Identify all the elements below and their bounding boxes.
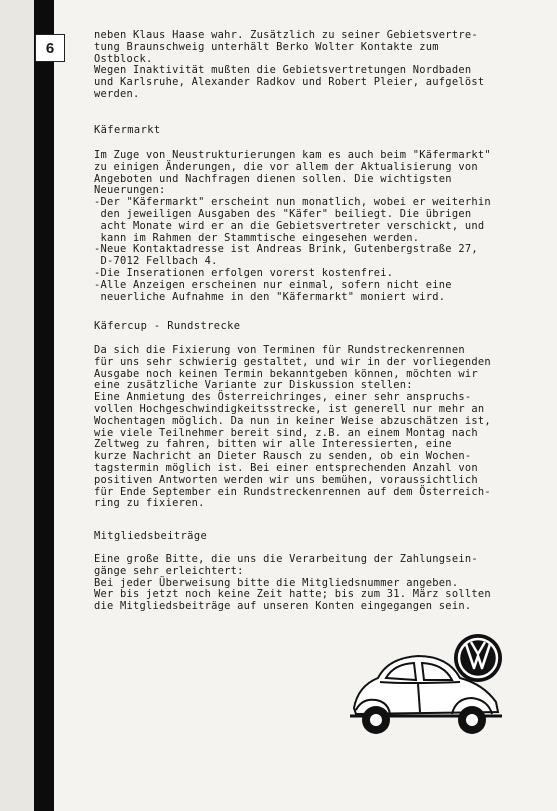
text-line: Ausgabe noch keinen Termin bekanntgeben können, möchten wir <box>94 367 478 380</box>
text-line: die Mitgliedsbeiträge auf unseren Konten eingegangen sein. <box>94 600 472 613</box>
page-number: 6 <box>35 34 65 62</box>
text-line: positiven Antworten werden wir uns bemühen, voraussichtlich <box>94 473 478 486</box>
text-line: -Neue Kontaktadresse ist Andreas Brink, Gutenbergstraße 27, <box>94 243 478 256</box>
text-line: Angeboten und Nachfragen dienen sollen. Die wichtigsten <box>94 172 452 185</box>
page-margin <box>0 0 34 811</box>
text-line: Bei jeder Überweisung bitte die Mitgliedsnummer angeben. <box>94 576 459 589</box>
text-line: -Alle Anzeigen erscheinen nur einmal, sofern nicht eine <box>94 278 452 291</box>
text-line: den jeweiligen Ausgaben des "Käfer" beiliegt. Die übrigen <box>94 207 472 220</box>
text-line: eine zusätzliche Variante zur Diskussion stellen: <box>94 379 413 392</box>
text-line: vollen Hochgeschwindigkeitsstrecke, ist generell nur mehr an <box>94 402 485 415</box>
text-line: kann im Rahmen der Stammtische eingesehen werden. <box>94 231 420 244</box>
vw-logo-icon <box>454 634 502 682</box>
text-line: D-7012 Fellbach 4. <box>94 255 218 268</box>
text-line: Zeltweg zu fahren, bitten wir alle Interessierten, eine <box>94 438 452 451</box>
section-heading: Käfermarkt <box>94 124 161 136</box>
section-heading: Mitgliedsbeiträge <box>94 530 208 542</box>
text-line: gänge sehr erleichtert: <box>94 564 244 577</box>
text-line: ring zu fixieren. <box>94 497 205 510</box>
text-line: und Karlsruhe, Alexander Radkov und Robert Pleier, aufgelöst <box>94 76 485 89</box>
text-line: Eine große Bitte, die uns die Verarbeitung der Zahlungsein- <box>94 553 478 565</box>
text-line: tung Braunschweig unterhält Berko Wolter Kontakte zum <box>94 40 439 53</box>
text-line: Im Zuge von Neustrukturierungen kam es auch beim "Käfermarkt" <box>94 149 491 161</box>
text-line: -Der "Käfermarkt" erscheint nun monatlich, wobei er weiterhin <box>94 196 491 209</box>
text-line: neben Klaus Haase wahr. Zusätzlich zu seiner Gebietsvertre- <box>94 29 478 41</box>
binding-strip <box>34 0 54 811</box>
text-line: neuerliche Aufnahme in den "Käfermarkt" moniert wird. <box>94 290 446 303</box>
text-line: tagstermin möglich ist. Bei einer entsprechenden Anzahl von <box>94 461 478 474</box>
text-line: kurze Nachricht an Dieter Rausch zu senden, ob ein Wochen- <box>94 450 472 463</box>
text-line: zu einigen Änderungen, die vor allem der Aktualisierung von <box>94 160 478 173</box>
intro-paragraph <box>94 30 534 101</box>
text-line: Wegen Inaktivität mußten die Gebietsvertretungen Nordbaden <box>94 64 472 77</box>
text-line: Da sich die Fixierung von Terminen für Rundstreckenrennen <box>94 344 465 356</box>
section-kaefercup <box>94 320 534 510</box>
text-line: Wer bis jetzt noch keine Zeit hatte; bis zum 31. März sollten <box>94 588 491 601</box>
section-kaefermarkt <box>94 124 534 303</box>
vw-beetle-illustration <box>348 628 508 743</box>
section-mitgliedsbeitraege <box>94 530 534 613</box>
section-heading: Käfercup - Rundstrecke <box>94 320 241 332</box>
text-line: werden. <box>94 87 140 100</box>
text-line: Eine Anmietung des Österreichringes, einer sehr anspruchs- <box>94 391 472 404</box>
text-line: für uns sehr schwierig gestaltet, und wir in der vorliegenden <box>94 355 491 368</box>
text-line: -Die Inserationen erfolgen vorerst kostenfrei. <box>94 266 394 279</box>
vw-logo-text: VW <box>348 628 350 629</box>
text-line: Neuerungen: <box>94 184 166 197</box>
text-line: wie viele Teilnehmer bereit sind, z.B. an einem Montag nach <box>94 426 478 439</box>
text-line: acht Monate wird er an die Gebietsvertreter verschickt, und <box>94 219 485 232</box>
text-line: Wochentagen möglich. Da nun in keiner Weise abzuschätzen ist, <box>94 414 491 427</box>
text-line: für Ende September ein Rundstreckenrennen auf dem Österreich- <box>94 485 491 498</box>
text-line: Ostblock. <box>94 52 153 65</box>
